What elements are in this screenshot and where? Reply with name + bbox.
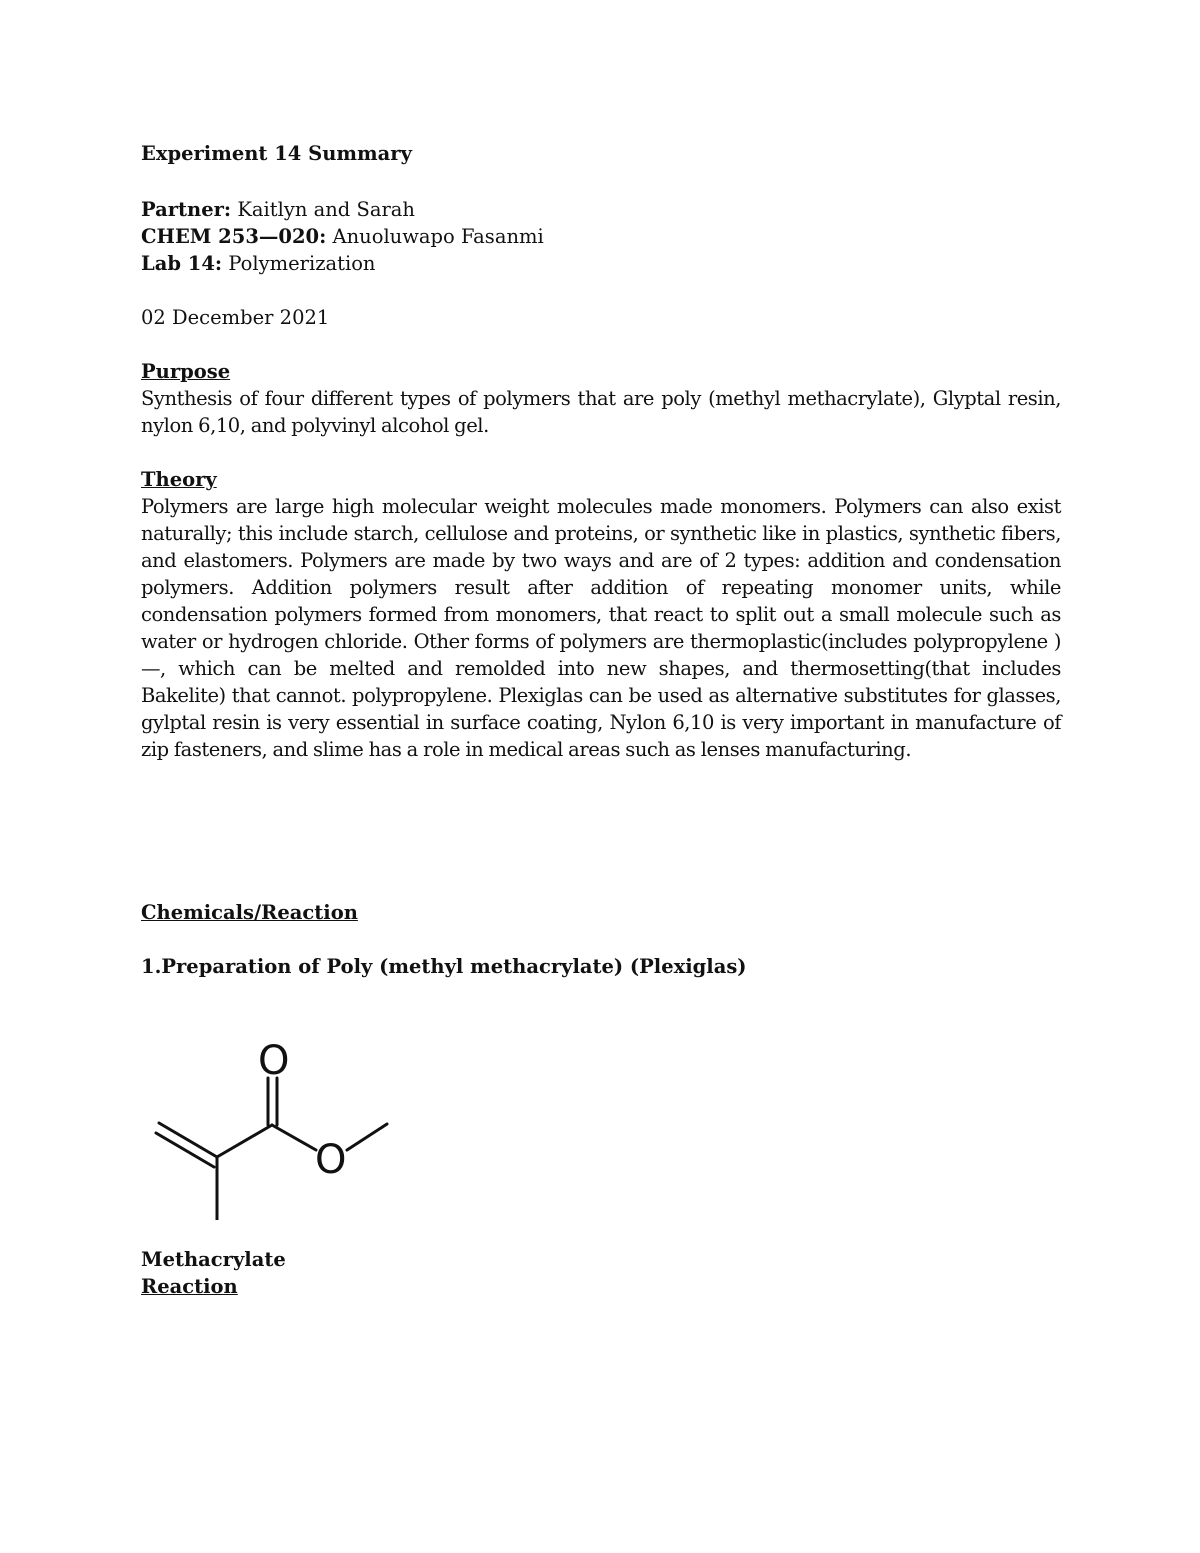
partner-label: Partner: xyxy=(141,198,232,221)
theory-heading: Theory xyxy=(141,468,217,491)
partner-value: Kaitlyn and Sarah xyxy=(237,198,415,221)
purpose-heading: Purpose xyxy=(141,360,231,383)
alpha-carbonyl-bond xyxy=(217,1125,272,1157)
course-value: Anuoluwapo Fasanmi xyxy=(332,225,544,248)
document-date: 02 December 2021 xyxy=(141,306,330,329)
theory-text: Polymers are large high molecular weight molecules made monomers. Polymers can also exist naturally; this include starch, cellulose and proteins, or synthetic like in plastics, synthetic fibers, and elastomers. Polymers are made by two ways and are of 2 types: addition and condensation polymers. Addition polymers result after addition of repeating monomer units, while condensation polymers formed from monomers, that react to split out a small molecule such as water or hydrogen chloride. Other forms of polymers are thermoplastic(includes polypropylene )—, which can be melted and remolded into new shapes, and thermosetting(that includes Bakelite) that cannot. polypropylene. Plexiglas can be used as alternative substitutes for glasses, gylptal resin is very essential in surface coating, Nylon 6,10 is very important in manufacture of zip fasteners, and slime has a role in medical areas such as lenses manufacturing. xyxy=(141,495,1061,761)
course-label: CHEM 253—020: xyxy=(141,225,327,248)
reaction-heading: Reaction xyxy=(141,1275,238,1298)
theory-section xyxy=(141,466,1061,763)
lab-label: Lab 14: xyxy=(141,252,223,275)
preparation-title: 1.Preparation of Poly (methyl methacrylate) (Plexiglas) xyxy=(141,955,747,978)
carbonyl-oxygen-label: O xyxy=(258,1038,290,1084)
partner-line xyxy=(141,196,1061,223)
chemicals-heading: Chemicals/Reaction xyxy=(141,901,358,924)
course-line xyxy=(141,223,1061,250)
ester-oxygen-label: O xyxy=(315,1137,347,1183)
purpose-text: Synthesis of four different types of polymers that are poly (methyl methacrylate), Glyptal resin, nylon 6,10, and polyvinyl alcohol gel. xyxy=(141,387,1061,437)
lab-value: Polymerization xyxy=(228,252,376,275)
lab-line xyxy=(141,250,1061,277)
header-info xyxy=(141,196,1061,277)
methacrylate-structure xyxy=(141,1020,401,1220)
ester-bond xyxy=(272,1125,316,1150)
document-title: Experiment 14 Summary xyxy=(141,142,412,165)
methoxy-bond xyxy=(347,1124,387,1150)
purpose-section xyxy=(141,358,1061,439)
molecule-name: Methacrylate xyxy=(141,1248,286,1271)
